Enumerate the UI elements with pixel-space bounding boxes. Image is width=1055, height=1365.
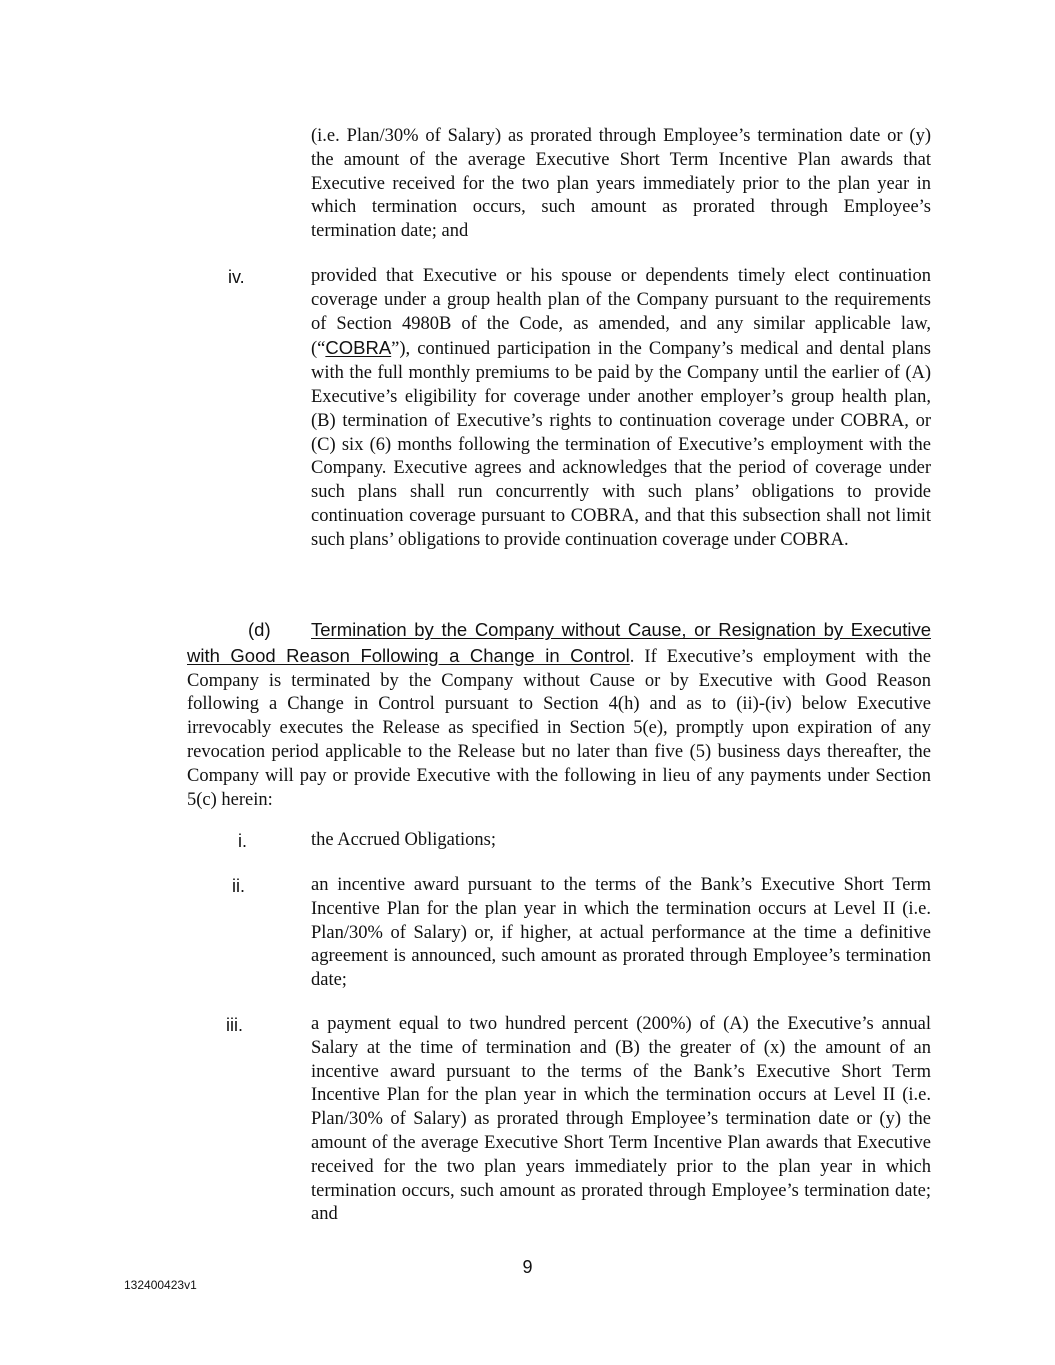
section-d-label: (d): [248, 619, 271, 640]
item-number-iv: iv.: [228, 267, 245, 287]
item-number-iii: iii.: [226, 1015, 243, 1035]
item-i-text: the Accrued Obligations;: [311, 830, 496, 850]
cobra-defined-term: COBRA: [325, 337, 392, 359]
section-d-paragraph: [187, 618, 931, 812]
item-iv-text-after: ”), continued participation in the Company’s medical and dental plans with the full monthly premiums to be paid by the Company until the earlier of (A) Executive’s eligibility for coverage under another employer’s group health plan, (B) termination of Executive’s rights to continuation coverage under COBRA, or (C) six (6) months following the termination of Executive’s employment with the Company. Executive agrees and acknowledges that the period of coverage under such plans shall run concurrently with such plans’ obligations to provide continuation coverage pursuant to COBRA, and that this subsection shall not limit such plans’ obligations to provide continuation coverage under COBRA.: [311, 339, 931, 550]
item-ii-text: an incentive award pursuant to the terms of the Bank’s Executive Short Term Incentive Plan for the plan year in which the termination occurs at Level II (i.e. Plan/30% of Salary) or, if higher, at actual performance at the time a definitive agreement is announced, such amount as prorated through Employee’s termination date;: [311, 875, 931, 991]
item-iii-text: a payment equal to two hundred percent (200%) of (A) the Executive’s annual Salary at the time of termination and (B) the greater of (x) the amount of an incentive award pursuant to the terms of the Bank’s Executive Short Term Incentive Plan for the plan year in which the termination occurs at Level II (i.e. Plan/30% of Salary) as prorated through Employee’s termination date or (y) the amount of the average Executive Short Term Incentive Plan awards that Executive received for the two plan years immediately prior to the plan year in which termination occurs, such amount as prorated through Employee’s termination date; and: [311, 1014, 931, 1225]
item-iv-text-before: provided that Executive or his spouse or dependents timely elect continuation coverage under a group health plan of the Company pursuant to the requirements of Section 4980B of the Code, as amended, and any similar applicable law, (“: [311, 266, 931, 360]
continued-paragraph: (i.e. Plan/30% of Salary) as prorated through Employee’s termination date or (y) the amount of the average Executive Short Term Incentive Plan awards that Executive received for the two plan years immediately prior to the plan year in which termination occurs, such amount as prorated through Employee’s termination date; and: [311, 126, 931, 242]
section-d-heading: Termination by the Company without Cause, or Resignation by Executive with Good Reason Following a Change in Control: [187, 619, 931, 666]
item-number-ii: ii.: [232, 876, 245, 896]
document-id: 132400423v1: [124, 1278, 197, 1292]
section-d-body: . If Executive’s employment with the Company is terminated by the Company without Cause or by Executive with Good Reason following a Change in Control pursuant to Section 4(h) and as to (ii)-(iv) below Executive irrevocably executes the Release as specified in Section 5(e), promptly upon expiration of any revocation period applicable to the Release but no later than five (5) business days thereafter, the Company will pay or provide Executive with the following in lieu of any payments under Section 5(c) herein:: [187, 646, 931, 810]
item-number-i: i.: [238, 831, 247, 851]
item-iv-text: [311, 265, 931, 553]
page-number: 9: [522, 1257, 533, 1277]
